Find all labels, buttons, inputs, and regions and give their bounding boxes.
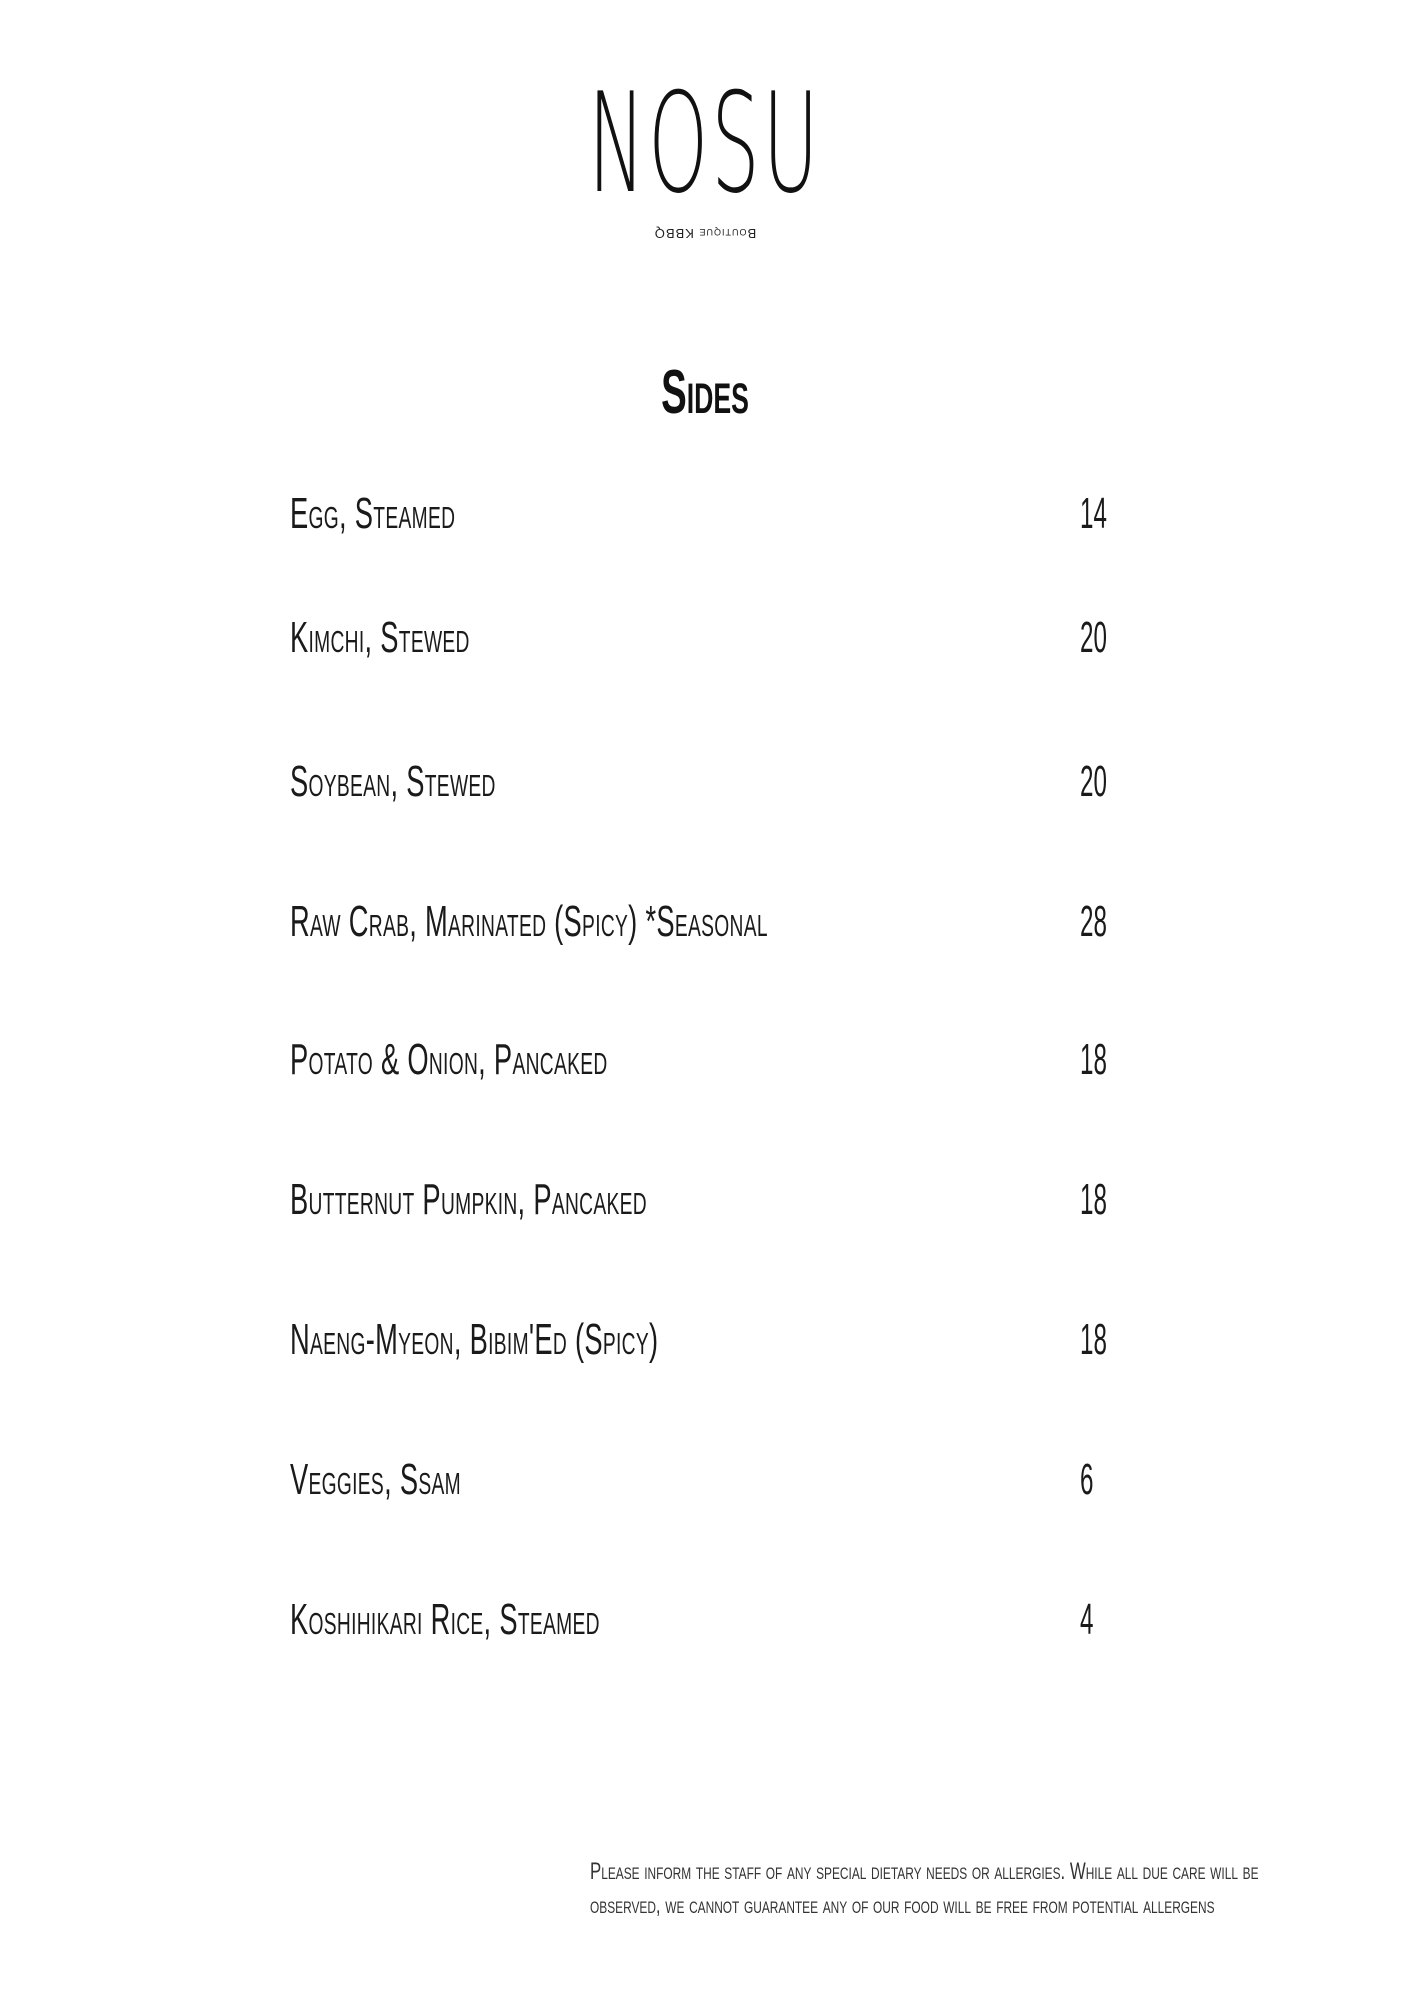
restaurant-tagline: Boutique KBBQ [653, 226, 757, 241]
menu-item-name: Potato & Onion, Pancaked [290, 1035, 608, 1084]
menu-item-name: Butternut Pumpkin, Pancaked [290, 1175, 647, 1224]
menu-item [290, 892, 1120, 952]
allergy-notice-line: observed, we cannot guarantee any of our food will be free from potential allergens [590, 1892, 1215, 1919]
menu-item-name: Kimchi, Stewed [290, 613, 470, 662]
menu-item [290, 1590, 1120, 1650]
menu-item [290, 1170, 1120, 1230]
menu-item-name: Veggies, Ssam [290, 1455, 461, 1504]
menu-item-name: Koshihikari Rice, Steamed [290, 1595, 600, 1644]
menu-item-price: 20 [1080, 757, 1107, 806]
menu-item [290, 1450, 1120, 1510]
menu-item-name: Raw Crab, Marinated (Spicy) *Seasonal [290, 897, 768, 946]
menu-item [290, 1030, 1120, 1090]
menu-item-price: 18 [1080, 1315, 1107, 1364]
allergy-notice-line: Please inform the staff of any special dietary needs or allergies. While all due care will be [590, 1858, 1259, 1885]
menu-item-name: Soybean, Stewed [290, 757, 496, 806]
menu-item [290, 752, 1120, 812]
menu-item-name: Naeng-Myeon, Bibim'Ed (Spicy) [290, 1315, 659, 1364]
menu-item-price: 28 [1080, 897, 1107, 946]
menu-item-price: 20 [1080, 613, 1107, 662]
menu-item-name: Egg, Steamed [290, 489, 456, 538]
menu-item [290, 608, 1120, 668]
section-title: Sides [661, 358, 749, 427]
menu-item [290, 484, 1120, 544]
menu-item-price: 6 [1080, 1455, 1094, 1504]
allergy-notice [590, 1855, 1259, 1923]
menu-item-price: 18 [1080, 1035, 1107, 1084]
menu-item-price: 4 [1080, 1595, 1094, 1644]
restaurant-logo: NOSU [588, 63, 822, 224]
menu-item [290, 1310, 1120, 1370]
menu-item-price: 14 [1080, 489, 1107, 538]
menu-item-price: 18 [1080, 1175, 1107, 1224]
